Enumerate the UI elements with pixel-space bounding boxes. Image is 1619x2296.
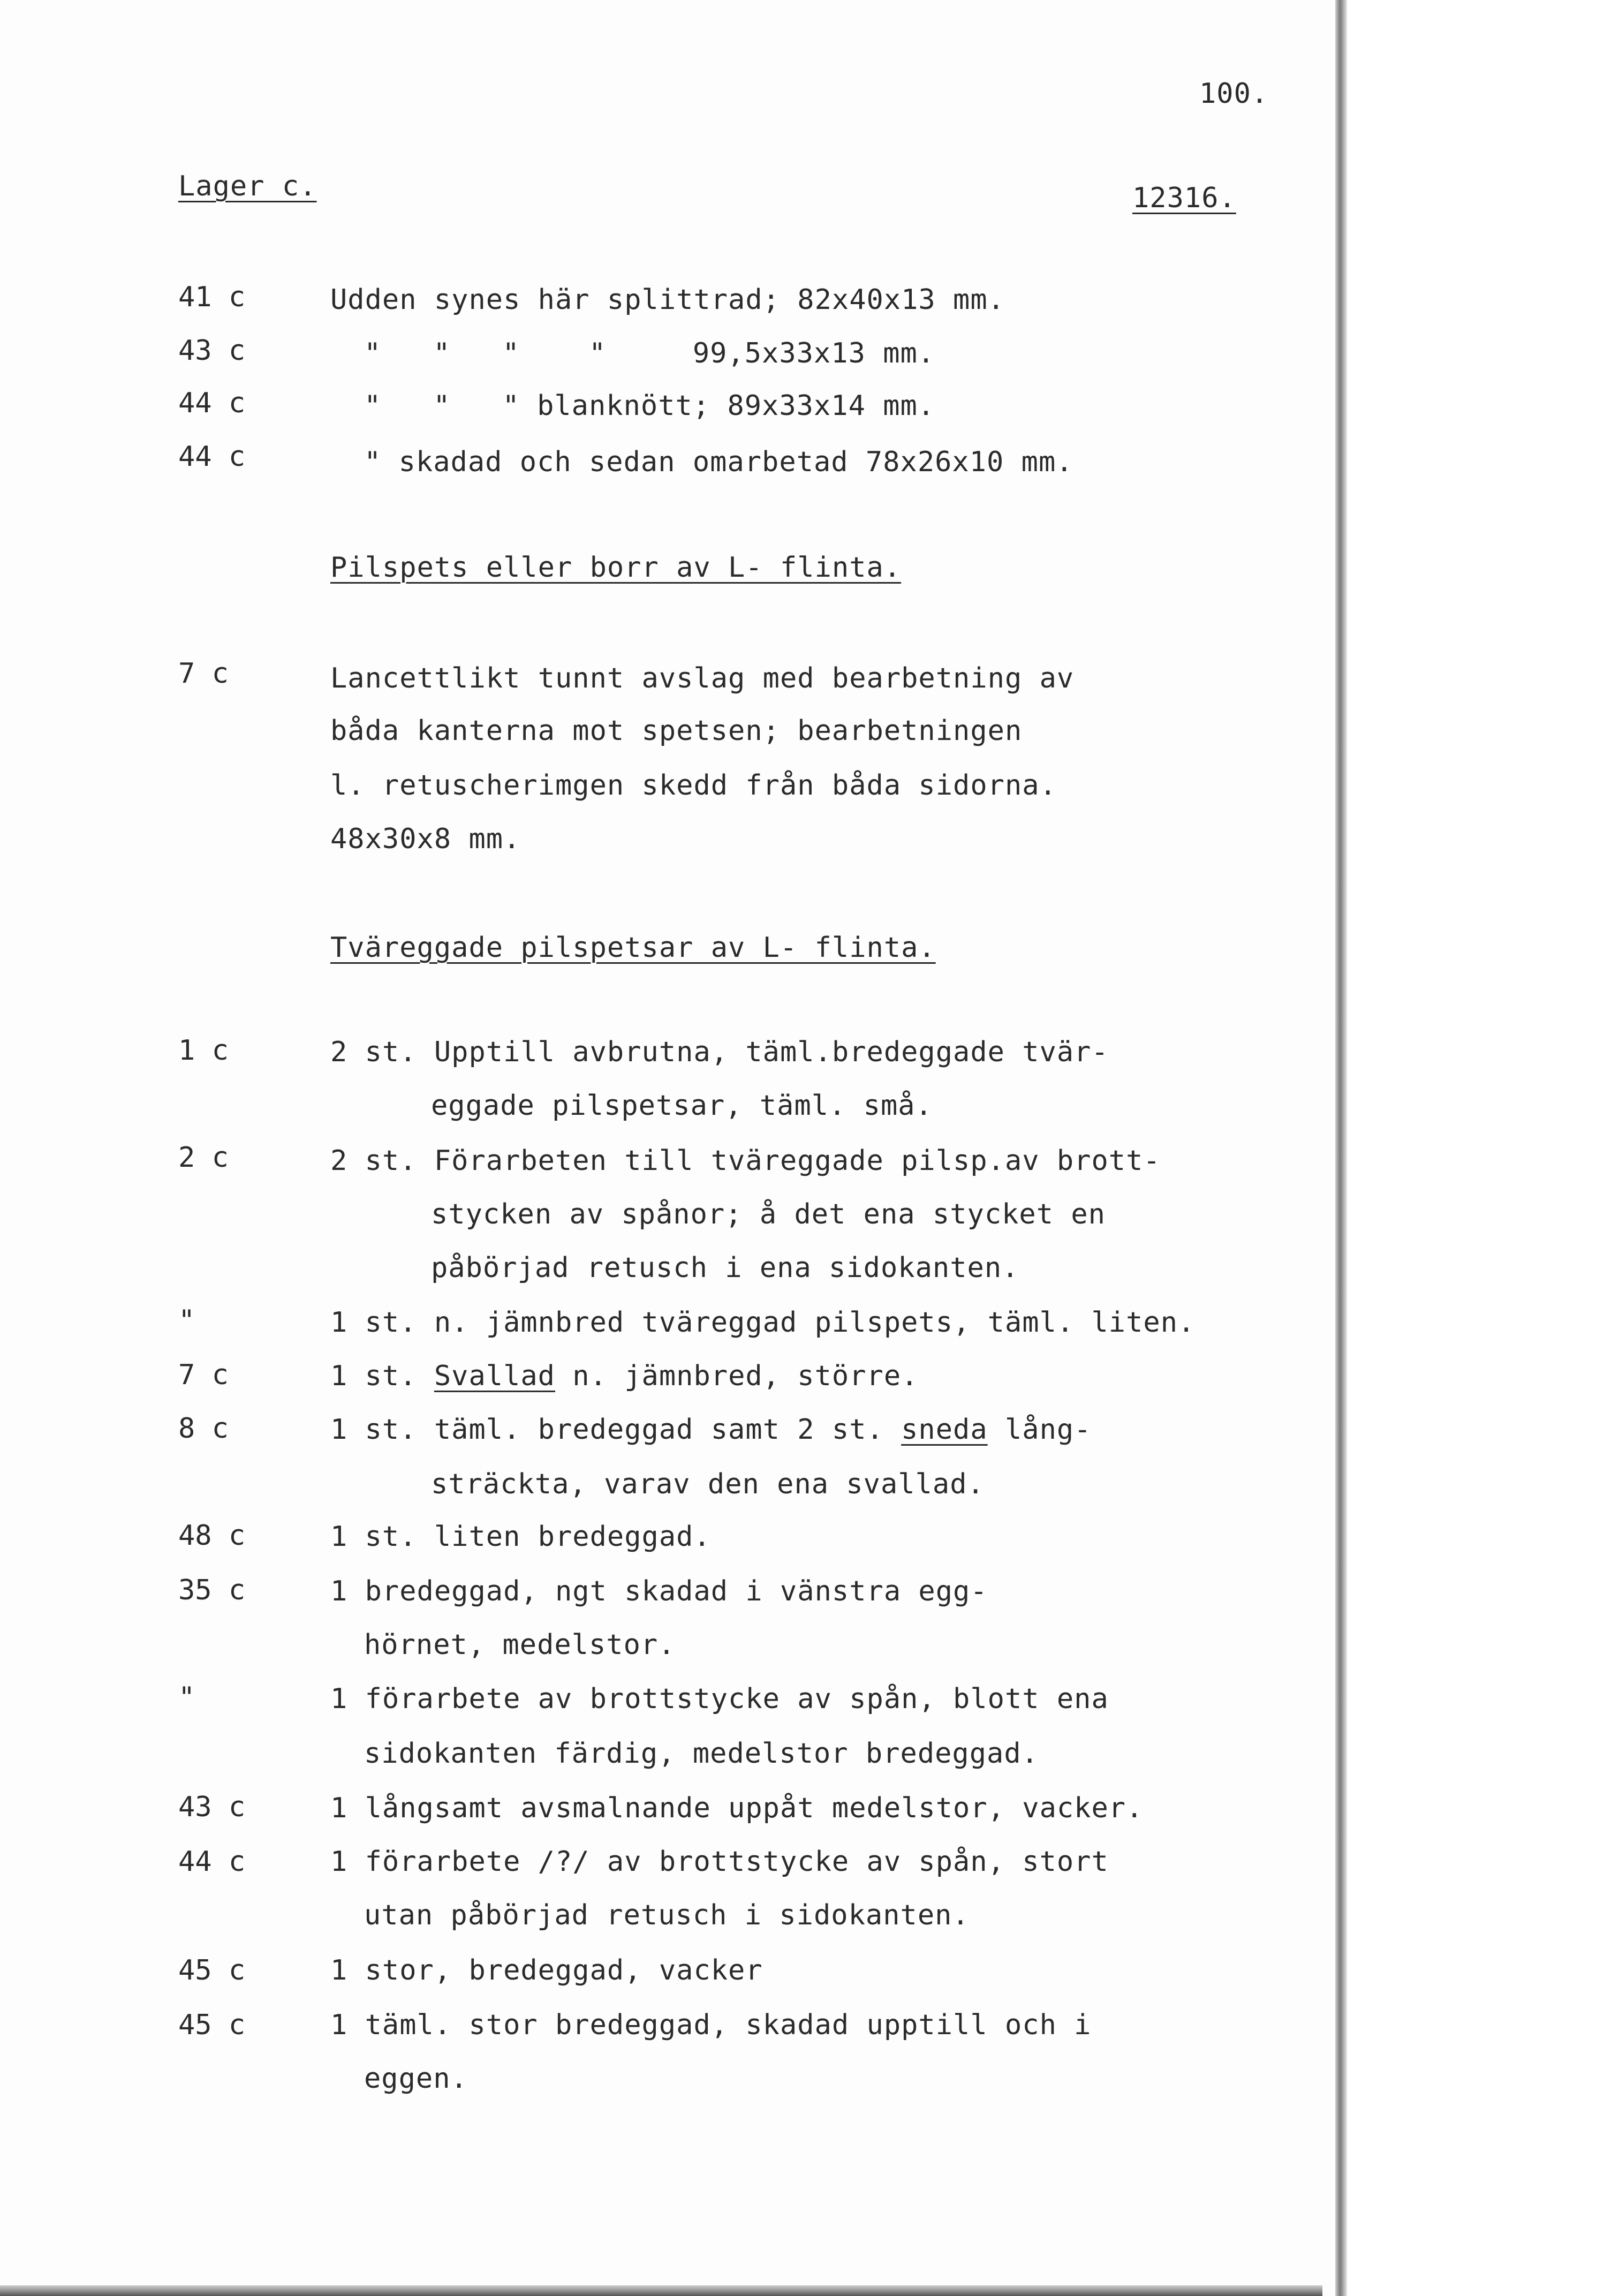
header-left: Lager c. — [178, 170, 317, 202]
row-text: 1 förarbete av brottstycke av spån, blott ena — [330, 1683, 1109, 1715]
row-text: påbörjad retusch i ena sidokanten. — [431, 1252, 1019, 1284]
row-number: 44 c — [178, 1846, 246, 1878]
row-text: 2 st. Upptill avbrutna, täml.bredeggade tvär- — [330, 1036, 1109, 1068]
paragraph-line: 48x30x8 mm. — [330, 823, 521, 855]
paragraph-line: båda kanterna mot spetsen; bearbetningen — [330, 715, 1023, 747]
heading-text: Pilspets eller borr av L- flinta. — [330, 552, 902, 584]
row-number: 41 c — [178, 281, 246, 313]
row-number: " — [178, 1681, 195, 1713]
scan-margin — [1347, 0, 1619, 2296]
heading-text: Tväreggade pilspetsar av L- flinta. — [330, 932, 936, 964]
row-number: 35 c — [178, 1574, 246, 1606]
row-number: 7 c — [178, 658, 229, 690]
row-text: 1 stor, bredeggad, vacker — [330, 1954, 763, 1987]
row-text: " skadad och sedan omarbetad 78x26x10 mm. — [364, 446, 1073, 478]
row-text: 1 st. n. jämnbred tväreggad pilspets, täml. liten. — [330, 1306, 1196, 1339]
row-text: sidokanten färdig, medelstor bredeggad. — [364, 1738, 1039, 1770]
underlined-word: sneda — [901, 1414, 988, 1446]
row-number: 43 c — [178, 335, 246, 367]
scan-bottom-edge — [0, 2285, 1322, 2296]
row-number: 44 c — [178, 441, 246, 473]
row-text: 2 st. Förarbeten till tväreggade pilsp.av brott- — [330, 1145, 1161, 1177]
row-text: 1 täml. stor bredeggad, skadad upptill och i — [330, 2009, 1092, 2041]
row-text: sträckta, varav den ena svallad. — [431, 1468, 985, 1500]
row-text: stycken av spånor; å det ena stycket en — [431, 1198, 1106, 1230]
row-text: " " " " 99,5x33x13 mm. — [364, 337, 935, 369]
row-number: 7 c — [178, 1359, 229, 1391]
section-heading-tvareggade — [330, 932, 936, 964]
row-text: hörnet, medelstor. — [364, 1629, 676, 1661]
row-text: 1 bredeggad, ngt skadad i vänstra egg- — [330, 1575, 988, 1607]
text-part: lång- — [987, 1414, 1092, 1446]
row-text: utan påbörjad retusch i sidokanten. — [364, 1899, 970, 1931]
row-text: Udden synes här splittrad; 82x40x13 mm. — [330, 284, 1005, 316]
row-text: 1 förarbete /?/ av brottstycke av spån, stort — [330, 1846, 1109, 1878]
row-text: eggade pilspetsar, täml. små. — [431, 1090, 933, 1122]
row-number: " — [178, 1304, 195, 1336]
row-text — [330, 1414, 1092, 1446]
sheet-edge — [1335, 0, 1347, 2296]
row-number: 43 c — [178, 1791, 246, 1823]
text-part: 1 st. — [330, 1360, 434, 1392]
section-heading-pilspets — [330, 552, 901, 584]
row-number: 45 c — [178, 2009, 246, 2041]
header-right: 12316. — [1132, 182, 1236, 214]
paragraph-line: Lancettlikt tunnt avslag med bearbetning av — [330, 662, 1075, 694]
text-part: 1 st. täml. bredeggad samt 2 st. — [330, 1414, 902, 1446]
page-number: 100. — [1199, 78, 1269, 110]
row-number: 44 c — [178, 387, 246, 419]
text-part: n. jämnbred, större. — [555, 1360, 919, 1392]
row-text: 1 långsamt avsmalnande uppåt medelstor, vacker. — [330, 1792, 1144, 1824]
row-text — [330, 1360, 918, 1392]
paragraph-line: l. retuscherimgen skedd från båda sidorna. — [330, 769, 1057, 802]
row-number: 48 c — [178, 1520, 246, 1552]
underlined-word: Svallad — [434, 1360, 555, 1392]
row-text: eggen. — [364, 2063, 468, 2095]
row-number: 2 c — [178, 1142, 229, 1174]
row-number: 1 c — [178, 1034, 229, 1067]
row-text: 1 st. liten bredeggad. — [330, 1521, 711, 1553]
row-text: " " " blanknött; 89x33x14 mm. — [364, 390, 935, 422]
row-number: 45 c — [178, 1954, 246, 1987]
row-number: 8 c — [178, 1413, 229, 1445]
